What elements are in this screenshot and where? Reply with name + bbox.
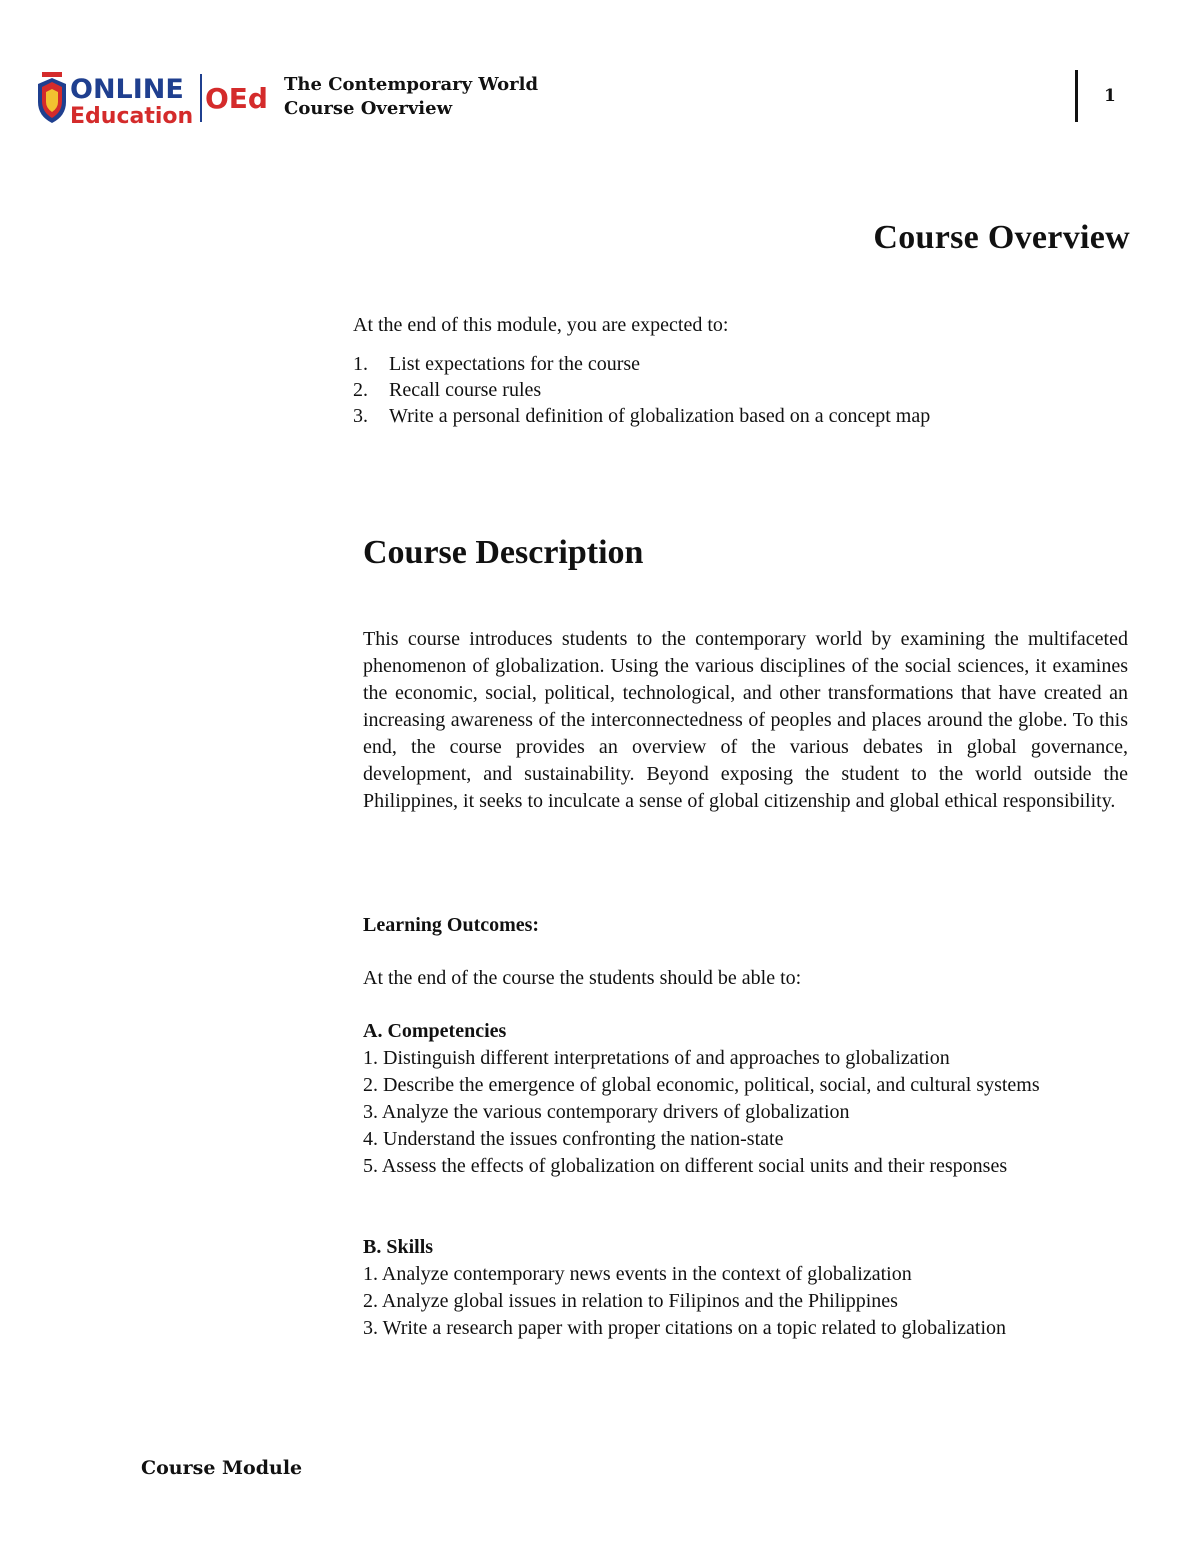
page-number: 1 bbox=[1104, 86, 1116, 106]
section-title: Course Overview bbox=[873, 219, 1130, 256]
competency-item: 2. Describe the emergence of global economic, political, social, and cultural systems bbox=[363, 1074, 1040, 1096]
course-description-text: This course introduces students to the contemporary world by examining the multifaceted phenomenon of globalization. Using the various disciplines of the social sciences, it examines the economic, social, political, technological, and other transformations that have created an increasing awareness of the interconnectedness of peoples and places around the globe. To this end, the course provides an overview of the various debates in global governance, development, and sustainability. Beyond exposing the student to the world outside the Philippines, it seeks to inculcate a sense of global citizenship and global ethical responsibility. bbox=[363, 628, 1128, 812]
skill-item: 1. Analyze contemporary news events in the context of globalization bbox=[363, 1263, 912, 1285]
objective-number: 3. bbox=[353, 405, 368, 427]
header-section-name: Course Overview bbox=[284, 98, 453, 119]
header-divider bbox=[1075, 70, 1078, 122]
competency-item: 5. Assess the effects of globalization on different social units and their responses bbox=[363, 1155, 1008, 1177]
objective-item bbox=[353, 403, 1133, 429]
learning-outcomes-intro: At the end of the course the students should be able to: bbox=[363, 967, 802, 989]
logo-word-online: ONLINE bbox=[70, 74, 184, 105]
shield-icon bbox=[38, 72, 66, 123]
module-objectives bbox=[353, 312, 1133, 429]
skills-heading: B. Skills bbox=[363, 1236, 434, 1258]
competencies-heading: A. Competencies bbox=[363, 1020, 507, 1042]
header-title bbox=[284, 73, 538, 121]
objective-item bbox=[353, 351, 1133, 377]
footer-label: Course Module bbox=[141, 1457, 303, 1479]
skills-section bbox=[363, 1234, 1143, 1342]
objective-number: 2. bbox=[353, 379, 368, 401]
competency-item: 1. Distinguish different interpretations of and approaches to globalization bbox=[363, 1047, 950, 1069]
learning-outcomes-heading: Learning Outcomes: bbox=[363, 914, 540, 936]
online-education-logo bbox=[36, 70, 272, 126]
skill-item: 2. Analyze global issues in relation to Filipinos and the Philippines bbox=[363, 1290, 898, 1312]
course-description-heading: Course Description bbox=[363, 534, 644, 571]
objective-text: List expectations for the course bbox=[389, 353, 641, 375]
logo-word-education: Education bbox=[70, 104, 194, 126]
objective-text: Write a personal definition of globalization based on a concept map bbox=[389, 405, 931, 427]
header-course-name: The Contemporary World bbox=[284, 74, 539, 95]
objective-item bbox=[353, 377, 1133, 403]
objective-number: 1. bbox=[353, 353, 368, 375]
competency-item: 4. Understand the issues confronting the nation-state bbox=[363, 1128, 784, 1150]
competencies-section bbox=[363, 1018, 1143, 1180]
objectives-intro: At the end of this module, you are expected to: bbox=[353, 314, 729, 336]
logo-abbr: OEd bbox=[205, 82, 268, 115]
skill-item: 3. Write a research paper with proper citations on a topic related to globalization bbox=[363, 1317, 1007, 1339]
objectives-list bbox=[353, 351, 1133, 429]
objective-text: Recall course rules bbox=[389, 379, 542, 401]
competency-item: 3. Analyze the various contemporary drivers of globalization bbox=[363, 1101, 850, 1123]
